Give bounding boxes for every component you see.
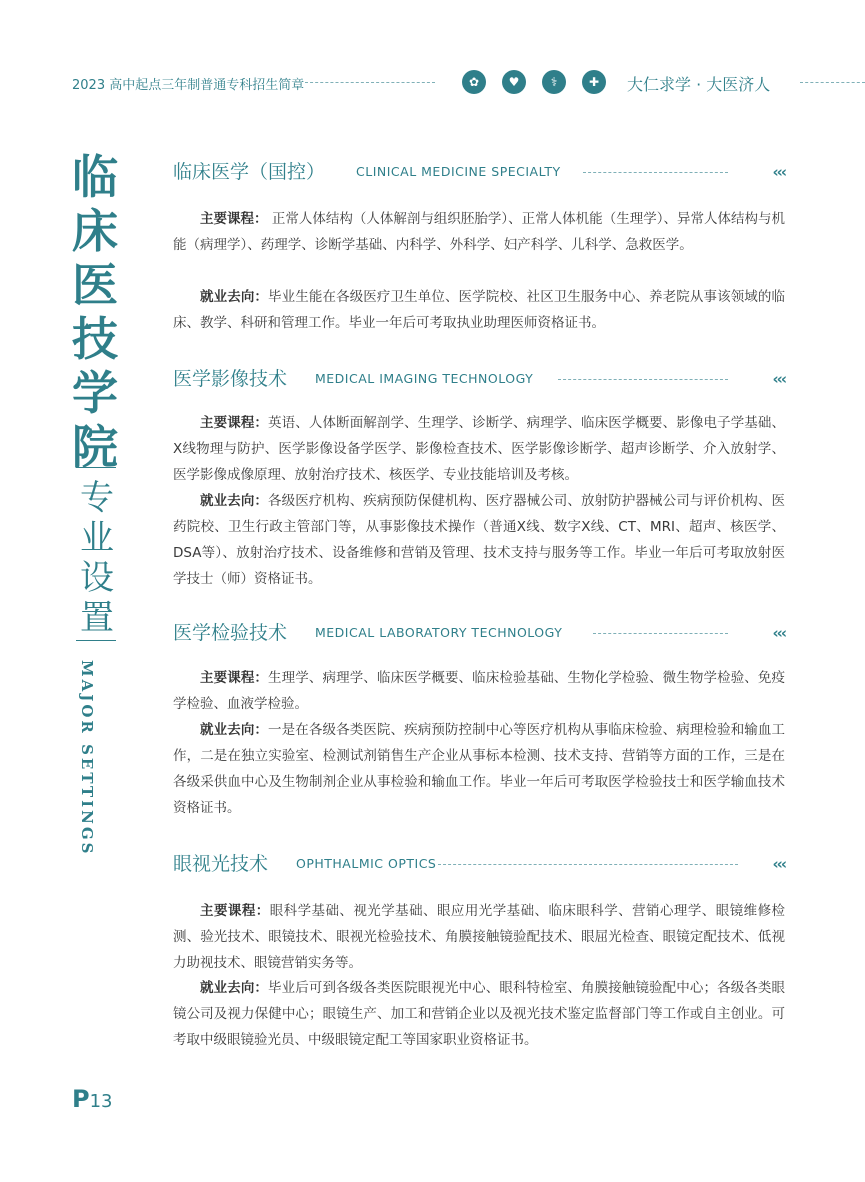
section-title: 医学影像技术 [173, 368, 288, 390]
section-title: 医学检验技术 [173, 622, 288, 644]
section-title: 临床医学（国控） [173, 161, 326, 183]
section-divider [558, 379, 728, 380]
chevrons-left-icon: ‹‹‹ [772, 163, 785, 181]
section-english-title: OPHTHALMIC OPTICS [296, 856, 437, 871]
section-english-title: MEDICAL LABORATORY TECHNOLOGY [315, 625, 563, 640]
major-settings-vertical-title [75, 478, 119, 638]
section-header-ophthalmic-optics [173, 849, 785, 879]
heart-icon: ♥ [502, 70, 526, 94]
college-title-char: 院 [72, 420, 118, 474]
section-title: 眼视光技术 [173, 853, 269, 875]
courses-paragraph [173, 206, 785, 258]
courses-label: 主要课程： [200, 415, 269, 431]
section-divider [438, 864, 738, 865]
section-divider [583, 172, 728, 173]
major-settings-char: 专 [80, 478, 114, 518]
career-label: 就业去向： [200, 722, 269, 738]
courses-paragraph [173, 410, 785, 488]
courses-text: 正常人体结构（人体解剖与组织胚胎学）、正常人体机能（生理学）、异常人体结构与机能（病理学）、药理学、诊断学基础、内科学、外科学、妇产科学、儿科学、急救医学。 [173, 211, 786, 253]
courses-label: 主要课程： [200, 211, 268, 227]
page-number-prefix: P [72, 1085, 90, 1113]
major-settings-char: 设 [80, 558, 114, 598]
section-header-laboratory [173, 618, 785, 648]
courses-text: 生理学、病理学、临床医学概要、临床检验基础、生物化学检验、微生物学检验、免疫学检验、血液学检验。 [173, 670, 786, 712]
chevrons-left-icon: ‹‹‹ [772, 624, 785, 642]
major-settings-char: 业 [80, 518, 114, 558]
college-vertical-title [64, 150, 126, 474]
chevrons-left-icon: ‹‹‹ [772, 370, 785, 388]
section-english-title: MEDICAL IMAGING TECHNOLOGY [315, 371, 534, 386]
header-divider-left [305, 82, 435, 83]
career-text: 各级医疗机构、疾病预防保健机构、医疗器械公司、放射防护器械公司与评价机构、医药院校、卫生行政主管部门等，从事影像技术操作（普通X线、数字X线、CT、MRI、超声、核医学、DSA等）、放射治疗技术、设备维修和营销及管理、技术支持与服务等工作。毕业一年后可考取放射医学技士（师）资格证书。 [173, 493, 786, 587]
header-divider-right [800, 82, 865, 83]
major-settings-english: MAJOR SETTINGS [78, 660, 96, 857]
courses-text: 英语、人体断面解剖学、生理学、诊断学、病理学、临床医学概要、影像电子学基础、X线物理与防护、医学影像设备学医学、影像检查技术、医学影像诊断学、超声诊断学、介入放射学、医学影像成像原理、放射治疗技术、核医学、专业技能培训及考核。 [173, 415, 786, 483]
college-title-char: 学 [72, 366, 118, 420]
career-paragraph [173, 975, 785, 1053]
career-text: 毕业后可到各级各类医院眼视光中心、眼科特检室、角膜接触镜验配中心；各级各类眼镜公司及视力保健中心；眼镜生产、加工和营销企业以及视光技术鉴定监督部门等工作或自主创业。可考取中级眼镜验光员、中级眼镜定配工等国家职业资格证书。 [173, 980, 786, 1048]
major-settings-char: 置 [80, 598, 114, 638]
chevrons-left-icon: ‹‹‹ [772, 855, 785, 873]
career-text: 一是在各级各类医院、疾病预防控制中心等医疗机构从事临床检验、病理检验和输血工作，二是在独立实验室、检测试剂销售生产企业从事标本检测、技术支持、营销等方面的工作，三是在各级采供血中心及生物制剂企业从事检验和输血工作。毕业一年后可考取医学检验技士和医学输血技术资格证书。 [173, 722, 786, 816]
section-english-title: CLINICAL MEDICINE SPECIALTY [356, 164, 561, 179]
college-title-char: 临 [72, 150, 118, 204]
college-title-char: 床 [72, 204, 118, 258]
vertical-title-rule-bottom [76, 640, 116, 641]
section-divider [593, 633, 728, 634]
header-brochure-title: 2023 高中起点三年制普通专科招生简章 [72, 78, 305, 93]
emblem-icon-1: ✿ [462, 70, 486, 94]
college-title-char: 技 [72, 312, 118, 366]
page-number [72, 1085, 113, 1113]
courses-label: 主要课程： [200, 670, 269, 686]
career-label: 就业去向： [200, 980, 269, 996]
career-text: 毕业生能在各级医疗卫生单位、医学院校、社区卫生服务中心、养老院从事该领域的临床、教学、科研和管理工作。毕业一年后可考取执业助理医师资格证书。 [173, 289, 786, 331]
caduceus-icon: ⚕ [542, 70, 566, 94]
courses-text: 眼科学基础、视光学基础、眼应用光学基础、临床眼科学、营销心理学、眼镜维修检测、验光技术、眼镜技术、眼视光检验技术、角膜接触镜验配技术、眼屈光检查、眼镜定配技术、低视力助视技术、眼镜营销实务等。 [173, 903, 786, 971]
courses-paragraph [173, 898, 785, 976]
section-header-clinical-medicine [173, 157, 785, 187]
header-motto: 大仁求学 · 大医济人 [627, 75, 771, 94]
vertical-title-rule-top [76, 467, 116, 468]
page-number-value: 13 [89, 1091, 113, 1112]
section-header-medical-imaging [173, 364, 785, 394]
courses-paragraph [173, 665, 785, 717]
college-title-char: 医 [72, 258, 118, 312]
career-paragraph [173, 717, 785, 821]
header-emblems [462, 70, 606, 94]
cross-emblem-icon: ✚ [582, 70, 606, 94]
courses-label: 主要课程： [200, 903, 270, 919]
career-label: 就业去向： [200, 493, 269, 509]
career-label: 就业去向： [200, 289, 269, 305]
career-paragraph [173, 488, 785, 592]
career-paragraph [173, 284, 785, 336]
